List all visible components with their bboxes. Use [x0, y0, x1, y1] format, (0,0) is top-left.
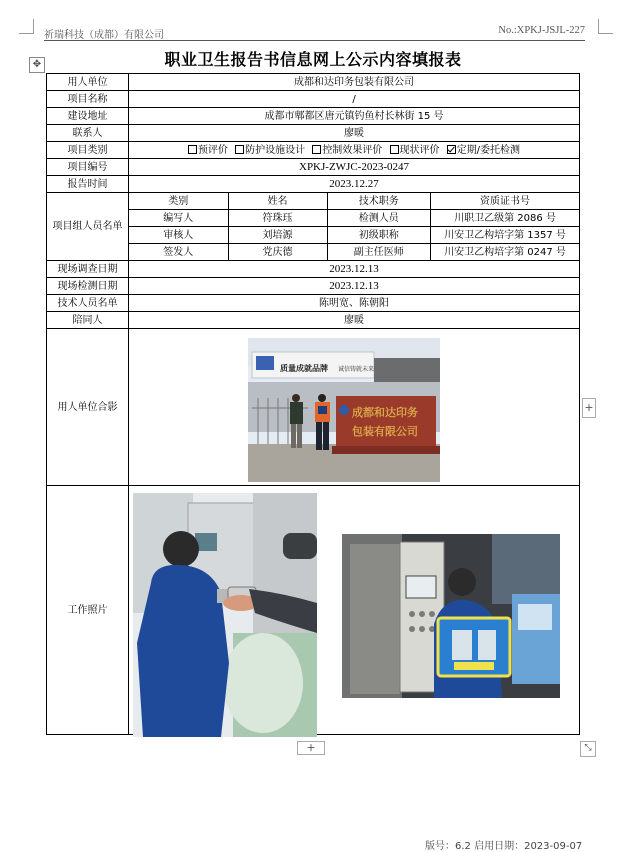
table-row	[129, 227, 579, 244]
escort-label: 陪同人	[47, 312, 129, 329]
survey-date-label: 现场调查日期	[47, 261, 129, 278]
work-photo-2-image	[342, 534, 560, 698]
table-row	[129, 244, 579, 261]
form-row	[47, 278, 580, 295]
team-cert[interactable]: 川安卫乙构培字第 0247 号	[444, 246, 566, 258]
employer-label: 用人单位	[47, 74, 129, 91]
checkbox-checked-icon[interactable]	[447, 145, 456, 154]
techs-value[interactable]: 陈明宽、陈朝阳	[129, 295, 580, 312]
team-title[interactable]: 初级职称	[327, 227, 431, 244]
team-title[interactable]: 副主任医师	[327, 244, 431, 261]
team-name[interactable]: 符珠珏	[228, 210, 327, 227]
employer-value[interactable]: 成都和达印务包装有限公司	[129, 74, 580, 91]
form-row	[47, 261, 580, 278]
sign-line-2: 包装有限公司	[352, 425, 418, 438]
team-label: 项目组人员名单	[47, 193, 129, 261]
form-row	[47, 312, 580, 329]
form-row	[47, 74, 580, 91]
category-option[interactable]: 防护设施设计	[235, 144, 305, 157]
test-date-label: 现场检测日期	[47, 278, 129, 295]
team-cert[interactable]: 川安卫乙构培字第 1357 号	[431, 227, 580, 244]
team-cell	[129, 193, 580, 261]
team-header-row	[129, 193, 579, 210]
work-photo-1-image	[133, 493, 317, 737]
techs-label: 技术人员名单	[47, 295, 129, 312]
category-option[interactable]: 控制效果评价	[312, 144, 382, 157]
sign-line-1: 成都和达印务	[352, 406, 418, 419]
group-photo[interactable]	[248, 338, 440, 482]
footer-version: 版号：6.2 启用日期：2023-09-07	[425, 841, 583, 852]
checkbox-icon[interactable]	[235, 145, 244, 154]
form-row	[47, 193, 580, 261]
work-photo-1[interactable]	[133, 493, 317, 737]
category-option[interactable]: 定期/委托检测	[447, 144, 520, 157]
team-role[interactable]: 编写人	[129, 210, 228, 227]
add-column-button[interactable]: +	[582, 398, 596, 418]
site-address-value[interactable]: 成都市郫都区唐元镇钓鱼村长林街 15 号	[129, 108, 580, 125]
group-photo-label: 用人单位合影	[47, 329, 129, 486]
project-name-value[interactable]: /	[129, 91, 580, 108]
checkbox-icon[interactable]	[390, 145, 399, 154]
survey-date-value[interactable]: 2023.12.13	[129, 261, 580, 278]
checkbox-icon[interactable]	[312, 145, 321, 154]
escort-value[interactable]: 廖暖	[129, 312, 580, 329]
category-label: 项目类别	[47, 142, 129, 159]
work-photo-2[interactable]	[342, 534, 560, 698]
table-resize-handle[interactable]: ⤡	[580, 741, 596, 757]
team-header: 资质证书号	[431, 193, 580, 210]
checkbox-icon[interactable]	[188, 145, 197, 154]
team-role[interactable]: 签发人	[129, 244, 228, 261]
team-header: 技术职务	[327, 193, 431, 210]
team-cert[interactable]: 川职卫乙级第 2086 号	[431, 210, 580, 227]
category-option[interactable]: 预评价	[188, 144, 228, 157]
form-row	[47, 108, 580, 125]
report-time-label: 报告时间	[47, 176, 129, 193]
work-photo-label: 工作照片	[47, 486, 129, 735]
project-no-label: 项目编号	[47, 159, 129, 176]
test-date-value[interactable]: 2023.12.13	[129, 278, 580, 295]
table-move-handle[interactable]: ✥	[29, 57, 45, 73]
team-name[interactable]: 党庆德	[228, 244, 327, 261]
form-row	[47, 176, 580, 193]
form-row	[47, 125, 580, 142]
banner-right-text: 诚信铸就未来	[338, 366, 375, 373]
header-company: 祈瑞科技（成都）有限公司	[44, 30, 164, 41]
site-address-label: 建设地址	[47, 108, 129, 125]
team-table	[129, 193, 579, 260]
banner-left-text: 质量成就品牌	[280, 364, 328, 373]
team-title[interactable]: 检测人员	[327, 210, 431, 227]
category-option[interactable]: 现状评价	[390, 144, 440, 157]
form-row	[47, 142, 580, 159]
form-row	[47, 91, 580, 108]
group-photo-image	[248, 338, 440, 482]
contact-value[interactable]: 廖暖	[129, 125, 580, 142]
crop-mark-top-right	[598, 19, 613, 34]
project-name-label: 项目名称	[47, 91, 129, 108]
table-row	[129, 210, 579, 227]
add-row-button[interactable]: +	[297, 741, 325, 755]
project-no-value[interactable]: XPKJ-ZWJC-2023-0247	[129, 159, 580, 176]
contact-label: 联系人	[47, 125, 129, 142]
team-name[interactable]: 刘培源	[228, 227, 327, 244]
team-header: 姓名	[228, 193, 327, 210]
form-title: 职业卫生报告书信息网上公示内容填报表	[164, 50, 462, 69]
team-header: 类别	[129, 193, 228, 210]
report-time-value[interactable]: 2023.12.27	[129, 176, 580, 193]
header-doc-number: No.:XPKJ-JSJL-227	[498, 25, 585, 36]
form-row	[47, 295, 580, 312]
team-role[interactable]: 审核人	[129, 227, 228, 244]
form-row	[47, 159, 580, 176]
category-options	[129, 142, 580, 159]
crop-mark-top-left	[19, 19, 34, 34]
header-rule	[44, 40, 585, 41]
